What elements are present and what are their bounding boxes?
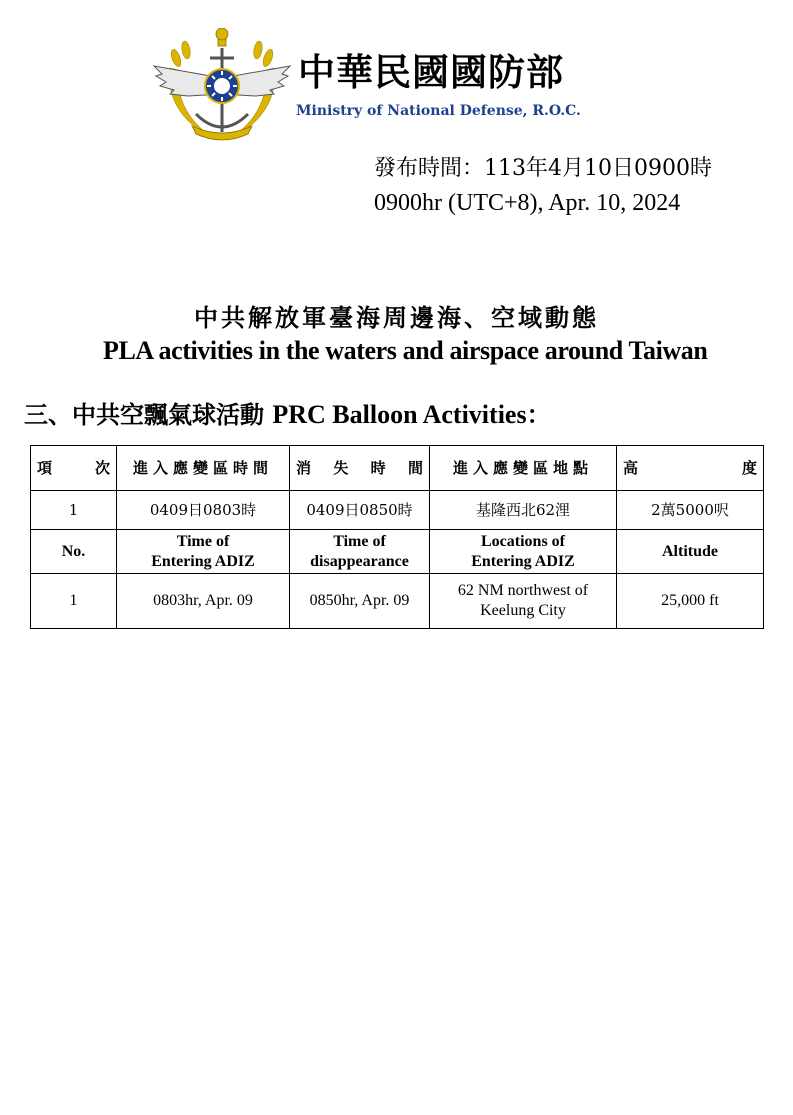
cell-altitude-zh: 2萬5000呎 xyxy=(617,491,764,530)
header-entry-location-en: Locations of Entering ADIZ xyxy=(430,530,617,574)
cell-no-zh: 1 xyxy=(31,491,117,530)
section-heading-zh: 三、中共空飄氣球活動 xyxy=(24,400,264,429)
cell-disappear-time-zh: 0409日0850時 xyxy=(290,491,430,530)
balloon-activity-table xyxy=(30,445,764,629)
cell-entry-time-en: 0803hr, Apr. 09 xyxy=(117,574,290,629)
publish-time-zh: 發布時間：113年4月10日0900時 xyxy=(374,156,712,181)
header-no-en: No. xyxy=(31,530,117,574)
header-entry-location-zh: 進入應變區地點 xyxy=(430,446,617,491)
section-heading xyxy=(24,402,551,428)
org-name-en: Ministry of National Defense, R.O.C. xyxy=(296,103,581,119)
cell-entry-time-zh: 0409日0803時 xyxy=(117,491,290,530)
table-header-zh xyxy=(31,446,764,491)
cell-disappear-time-en: 0850hr, Apr. 09 xyxy=(290,574,430,629)
table-row xyxy=(31,574,764,629)
header-altitude-en: Altitude xyxy=(617,530,764,574)
header-entry-time-zh: 進入應變區時間 xyxy=(117,446,290,491)
header-entry-time-en: Time of Entering ADIZ xyxy=(117,530,290,574)
section-heading-en: PRC Balloon Activities xyxy=(272,400,527,429)
section-heading-colon: ： xyxy=(526,400,551,429)
header-altitude-zh: 高度 xyxy=(617,446,764,491)
report-title-en: PLA activities in the waters and airspace around Taiwan xyxy=(103,336,708,365)
publish-time-en: 0900hr (UTC+8), Apr. 10, 2024 xyxy=(374,190,681,216)
cell-altitude-en: 25,000 ft xyxy=(617,574,764,629)
cell-entry-location-en: 62 NM northwest of Keelung City xyxy=(430,574,617,629)
table-row xyxy=(31,491,764,530)
header-disappear-time-en: Time of disappearance xyxy=(290,530,430,574)
org-name-zh: 中華民國國防部 xyxy=(298,51,564,94)
header-item-no-zh: 項次 xyxy=(31,446,117,491)
header-disappear-time-zh: 消失時間 xyxy=(290,446,430,491)
mnd-emblem-icon xyxy=(148,28,296,146)
report-title-zh: 中共解放軍臺海周邊海、空域動態 xyxy=(194,303,599,332)
cell-entry-location-zh: 基隆西北62浬 xyxy=(430,491,617,530)
table-header-en xyxy=(31,530,764,574)
cell-no-en: 1 xyxy=(31,574,117,629)
